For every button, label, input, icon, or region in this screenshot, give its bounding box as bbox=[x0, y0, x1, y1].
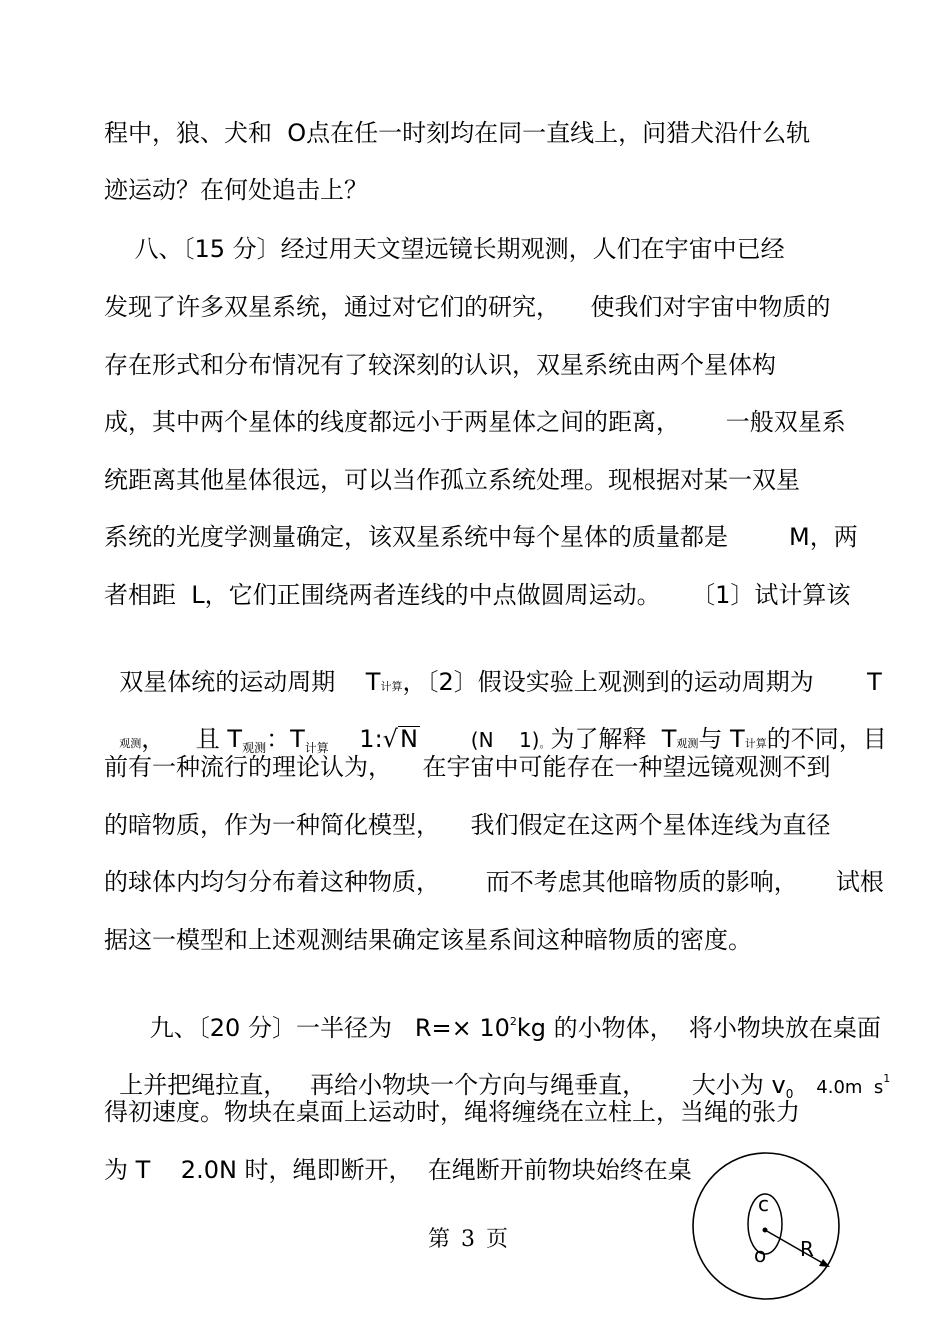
superscript-label: 2 bbox=[509, 1015, 517, 1028]
diagram-svg bbox=[690, 1152, 848, 1302]
text-line-9: 者相距 L，它们正围绕两者连线的中点做圆周运动。 〔1〕试计算该 bbox=[104, 581, 851, 609]
sqrt-symbol: √ bbox=[382, 725, 398, 753]
text-segment: ：T bbox=[266, 725, 305, 753]
text-line-2: 迹运动？在何处追击上？ bbox=[104, 176, 368, 204]
text-line-17 bbox=[104, 1040, 890, 1105]
text-line-10 bbox=[104, 637, 882, 702]
subscript-label: 计算 bbox=[304, 741, 329, 755]
text-segment: 1: bbox=[328, 725, 383, 753]
text-line-6: 成，其中两个星体的线度都远小于两星体之间的距离， 一般双星系 bbox=[104, 408, 846, 436]
text-line-19: 为 T 2.0N 时，绳即断开， 在绳断开前物块始终在桌 bbox=[104, 1156, 692, 1184]
text-line-1: 程中，狼、犬和 O点在任一时刻均在同一直线上，问猎犬沿什么轨 bbox=[104, 119, 811, 147]
text-line-12: 前有一种流行的理论认为， 在宇宙中可能存在一种望远镜观测不到 bbox=[104, 753, 831, 781]
subscript-label: 计算 bbox=[744, 737, 767, 750]
text-segment: (N 1) bbox=[419, 728, 540, 752]
label-r: R bbox=[800, 1237, 814, 1261]
subscript-label: 观测 bbox=[676, 737, 699, 750]
text-line-16 bbox=[104, 983, 881, 1048]
text-segment: 4.0m s bbox=[793, 1077, 884, 1098]
text-segment: 与 T bbox=[698, 725, 745, 753]
subscript-label: 观测 bbox=[242, 741, 267, 755]
text-line-14: 的球体内均匀分布着这种物质， 而不考虑其他暗物质的影响， 试根 bbox=[104, 868, 884, 896]
label-o: o bbox=[754, 1243, 767, 1267]
text-line-3: 八、〔15 分〕经过用天文望远镜长期观测，人们在宇宙中已经 bbox=[104, 235, 785, 263]
text-line-5: 存在形式和分布情况有了较深刻的认识，双星系统由两个星体构 bbox=[104, 351, 776, 379]
outer-circle bbox=[693, 1153, 839, 1299]
text-segment: kg 的小物体， 将小物块放在桌面 bbox=[516, 1014, 881, 1042]
disk-diagram bbox=[690, 1152, 848, 1302]
radius-line bbox=[765, 1230, 826, 1265]
text-line-15: 据这一模型和上述观测结果确定该星系间这种暗物质的密度。 bbox=[104, 926, 752, 954]
text-line-13: 的暗物质，作为一种简化模型， 我们假定在这两个星体连线为直径 bbox=[104, 811, 831, 839]
text-line-11 bbox=[104, 694, 887, 759]
text-line-8: 系统的光度学测量确定，该双星系统中每个星体的质量都是 M，两 bbox=[104, 523, 858, 551]
text-line-4: 发现了许多双星系统，通过对它们的研究， 使我们对宇宙中物质的 bbox=[104, 293, 831, 321]
subscript-label: 0 bbox=[785, 1087, 794, 1101]
text-segment: 。 bbox=[539, 737, 551, 750]
radicand: N bbox=[399, 725, 418, 753]
text-line-7: 统距离其他星体很远，可以当作孤立系统处理。现根据对某一双星 bbox=[104, 466, 800, 494]
text-segment: 九、〔20 分〕一半径为 R=× 10 bbox=[119, 1014, 510, 1042]
label-c: c bbox=[758, 1192, 769, 1216]
text-line-18: 得初速度。物块在桌面上运动时，绳将缠绕在立柱上，当绳的张力 bbox=[104, 1098, 800, 1126]
text-segment: 为了解释 T bbox=[550, 725, 677, 753]
text-segment: ， 且 T bbox=[141, 725, 243, 753]
page-number: 第 3 页 bbox=[428, 1227, 510, 1252]
subscript-label: 计算 bbox=[380, 680, 403, 693]
superscript-label: 1 bbox=[883, 1072, 891, 1085]
text-segment: 上并把绳拉直， 再给小物块一个方向与绳垂直， 大小为 v bbox=[119, 1071, 786, 1099]
text-segment: 双星体统的运动周期 T bbox=[119, 668, 381, 696]
text-segment: 的不同，目 bbox=[766, 725, 887, 753]
text-segment: ，〔2〕假设实验上观测到的运动周期为 T bbox=[402, 668, 882, 696]
subscript-label: 观测 bbox=[119, 737, 142, 750]
